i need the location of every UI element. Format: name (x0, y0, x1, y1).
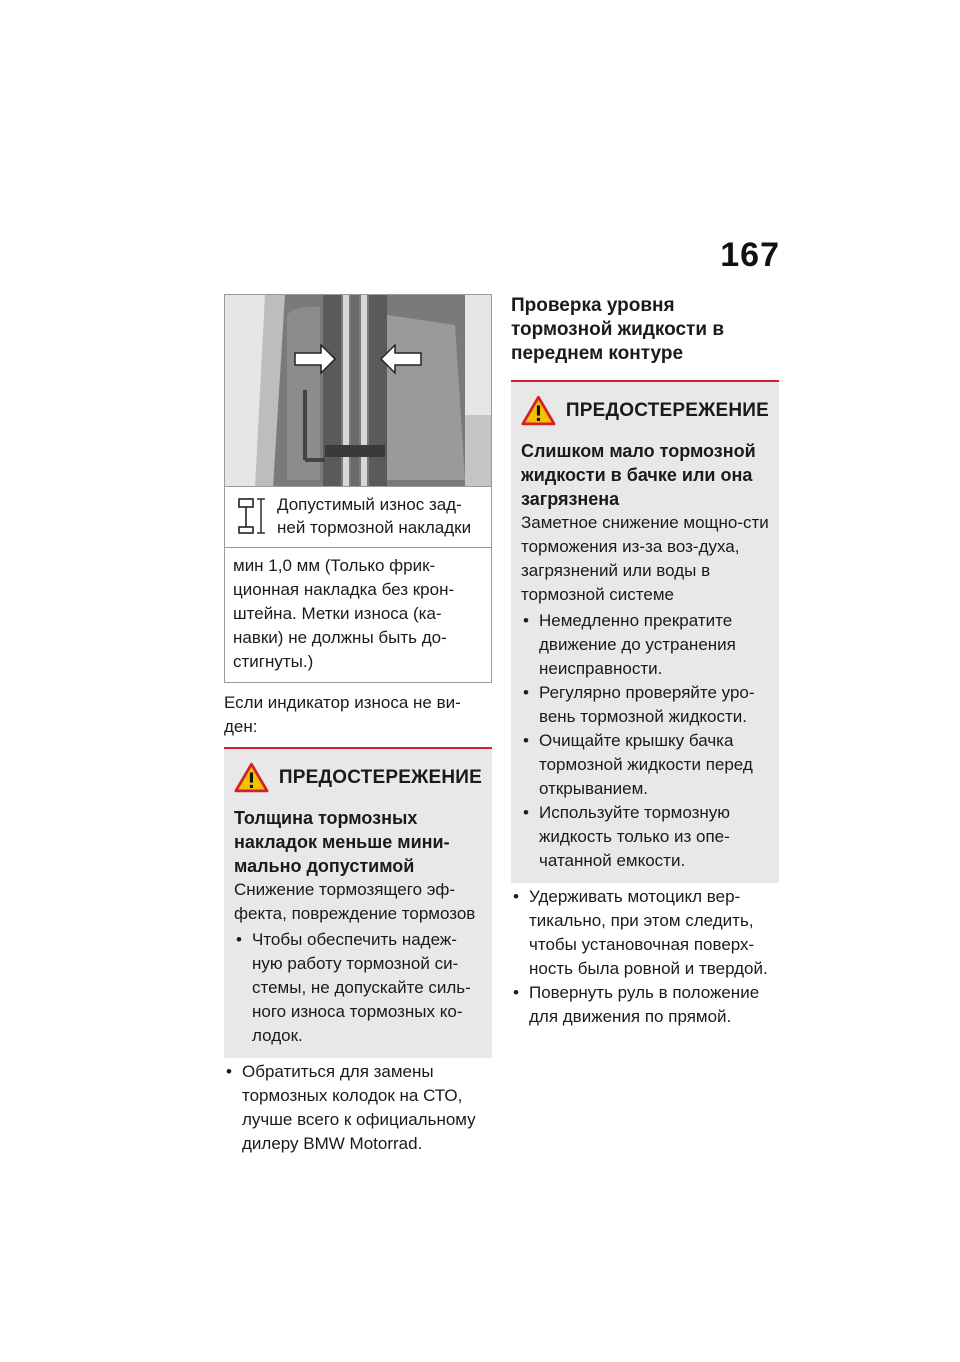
page-number: 167 (720, 236, 780, 274)
spec-title: Допустимый износ зад-ней тормозной накладки (277, 495, 472, 537)
left-column (224, 294, 492, 1156)
list-item: • Регулярно проверяйте уро-вень тормозной жидкости. (521, 681, 769, 729)
warning-header (521, 394, 769, 427)
list-item: • Очищайте крышку бачка тормозной жидкости перед открыванием. (521, 729, 769, 801)
warning-box (224, 747, 492, 1058)
warning-text: Снижение тормозящего эф-фекта, повреждение тормозов (234, 880, 476, 923)
spec-value: мин 1,0 мм (Только фрик-ционная накладка без крон-штейна. Метки износа (ка-навки) не должны быть до-стигнуты.) (233, 556, 455, 671)
warning-triangle-icon (521, 394, 556, 427)
right-column (511, 294, 779, 1029)
warning-title: Толщина тормозных накладок меньше мини-мально допустимой (234, 808, 450, 876)
warning-triangle-icon (234, 761, 269, 794)
warning-label: ПРЕДОСТЕРЕЖЕНИЕ (278, 766, 482, 788)
list-item: • Чтобы обеспечить надеж-ную работу тормозной си-стемы, не допускайте силь-ного износа тормозных ко-лодок. (234, 928, 482, 1048)
warning-title: Слишком мало тормозной жидкости в бачке или она загрязнена (521, 441, 756, 509)
brake-caliper-illustration (225, 295, 492, 487)
list-item: • Удерживать мотоцикл вер-тикально, при этом следить, чтобы установочная поверх-ность была ровной и твердой. (511, 885, 779, 981)
brake-pad-photo (224, 294, 492, 487)
section-heading: Проверка уровня тормозной жидкости в переднем контуре (511, 295, 724, 364)
warning-text: Заметное снижение мощно-сти торможения из-за воз-духа, загрязнений или воды в тормозной системе (521, 513, 769, 604)
brake-pad-wear-icon (235, 493, 269, 541)
instruction-list (224, 1060, 492, 1156)
list-item: • Используйте тормозную жидкость только из опе-чатанной емкости. (521, 801, 769, 873)
spec-header (225, 487, 491, 548)
spec-table (224, 487, 492, 683)
warning-box (511, 380, 779, 883)
instruction-list (511, 885, 779, 1029)
warning-header (234, 761, 482, 794)
list-item: • Обратиться для замены тормозных колодок на СТО, лучше всего к официальному дилеру BMW Motorrad. (224, 1060, 492, 1156)
list-item: • Немедленно прекратите движение до устранения неисправности. (521, 609, 769, 681)
wear-indicator-paragraph: Если индикатор износа не ви-ден: (224, 693, 461, 736)
warning-list (234, 928, 482, 1048)
warning-list (521, 609, 769, 873)
warning-label: ПРЕДОСТЕРЕЖЕНИЕ (565, 399, 769, 421)
list-item: • Повернуть руль в положение для движения по прямой. (511, 981, 779, 1029)
